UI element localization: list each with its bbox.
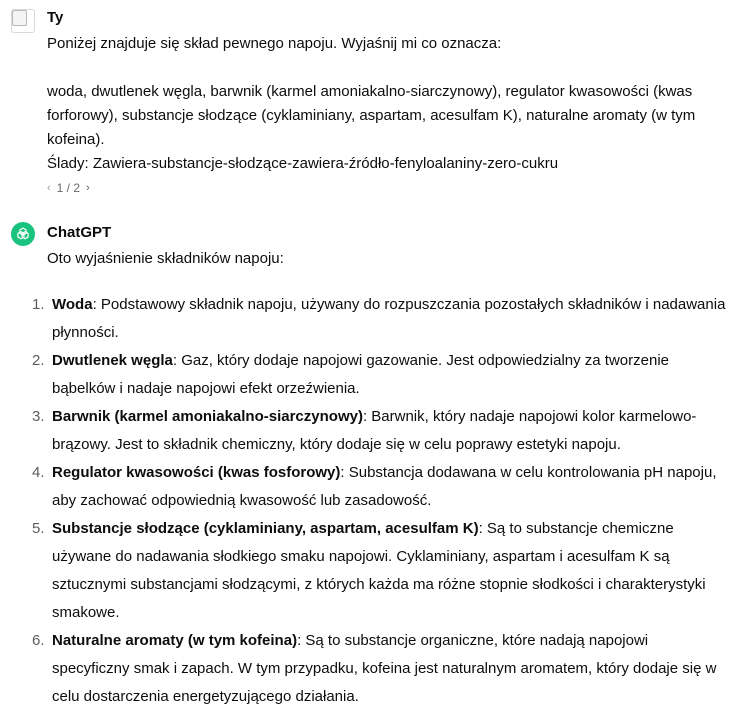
list-item: 4. Regulator kwasowości (kwas fosforowy): Substancja dodawana w celu kontrolowania pH napoju, aby zachować odpowiednią kwasowość lub zasadowość.	[32, 464, 717, 509]
item-text: : Gaz, który dodaje napojowi gazowanie. Jest odpowiedzialny za tworzenie bąbelków i nadaje napojowi efekt orzeźwienia.	[52, 352, 669, 397]
item-term: Regulator kwasowości (kwas fosforowy)	[52, 464, 341, 481]
user-message-line-1: Poniżej znajduje się skład pewnego napoju. Wyjaśnij mi co oznacza:	[47, 35, 502, 52]
item-term: Woda	[52, 296, 93, 313]
ingredient-list	[24, 291, 727, 711]
item-text: : Barwnik, który nadaje napojowi kolor karmelowo-brązowy. Jest to składnik chemiczny, który dodaje się w celu poprawy estetyki napoju.	[52, 408, 697, 453]
list-item: 5. Substancje słodzące (cyklaminiany, aspartam, acesulfam K): Są to substancje chemiczne używane do nadawania słodkiego smaku napojowi. Cyklaminiany, aspartam i acesulfam K są sztucznymi substancjami słodzącymi, z których każda ma różne stopnie słodkości i charakterystyki smakowe.	[32, 520, 706, 621]
user-message-text	[47, 32, 727, 176]
item-term: Substancje słodzące (cyklaminiany, aspartam, acesulfam K)	[52, 520, 479, 537]
user-author-name: Ty	[47, 9, 64, 26]
item-term: Naturalne aromaty (w tym kofeina)	[52, 632, 298, 649]
list-item: 1. Woda: Podstawowy składnik napoju, używany do rozpuszczania pozostałych składników i nadawania płynności.	[32, 296, 726, 341]
openai-logo-icon	[15, 226, 31, 242]
user-message-line-3: Ślady: Zawiera-substancje-słodzące-zawiera-źródło-fenyloalaniny-zero-cukru	[47, 155, 559, 172]
chevron-left-icon[interactable]: ‹	[47, 182, 51, 194]
chevron-right-icon[interactable]: ›	[86, 182, 90, 194]
item-text: : Podstawowy składnik napoju, używany do rozpuszczania pozostałych składników i nadawania płynności.	[52, 296, 726, 341]
list-item: 3. Barwnik (karmel amoniakalno-siarczynowy): Barwnik, który nadaje napojowi kolor karmelowo-brązowy. Jest to składnik chemiczny, który dodaje się w celu poprawy estetyki napoju.	[32, 408, 697, 453]
list-item: 2. Dwutlenek węgla: Gaz, który dodaje napojowi gazowanie. Jest odpowiedzialny za tworzenie bąbelków i nadaje napojowi efekt orzeźwienia.	[32, 352, 669, 397]
item-text: : Są to substancje chemiczne używane do nadawania słodkiego smaku napojowi. Cyklaminiany, aspartam i acesulfam K są sztucznymi substancjami słodzącymi, z których każda ma różne stopnie słodkości i charakterystyki smakowe.	[52, 520, 706, 621]
item-text: : Są to substancje organiczne, które nadają napojowi specyficzny smak i zapach. W tym przypadku, kofeina jest naturalnym aromatem, który dodaje się w celu dostarczenia energetyzującego działania.	[52, 632, 717, 705]
user-avatar	[11, 9, 35, 33]
assistant-author-name: ChatGPT	[47, 224, 112, 241]
list-item: 6. Naturalne aromaty (w tym kofeina): Są to substancje organiczne, które nadają napojowi specyficzny smak i zapach. W tym przypadku, kofeina jest naturalnym aromatem, który dodaje się w celu dostarczenia energetyzującego działania.	[32, 632, 717, 705]
item-text: : Substancja dodawana w celu kontrolowania pH napoju, aby zachować odpowiednią kwasowość lub zasadowość.	[52, 464, 717, 509]
broken-image-icon	[12, 10, 27, 26]
item-term: Barwnik (karmel amoniakalno-siarczynowy)	[52, 408, 363, 425]
message-version-pager	[47, 181, 90, 195]
assistant-intro: Oto wyjaśnienie składników napoju:	[47, 250, 284, 267]
item-term: Dwutlenek węgla	[52, 352, 173, 369]
pager-label: 1 / 2	[56, 181, 81, 195]
assistant-avatar	[11, 222, 35, 246]
user-message-line-2: woda, dwutlenek węgla, barwnik (karmel amoniakalno-siarczynowy), regulator kwasowości (kwas forforowy), substancje słodzące (cyklaminiany, aspartam, acesulfam K), naturalne aromaty (w tym kofeina).	[47, 83, 696, 148]
